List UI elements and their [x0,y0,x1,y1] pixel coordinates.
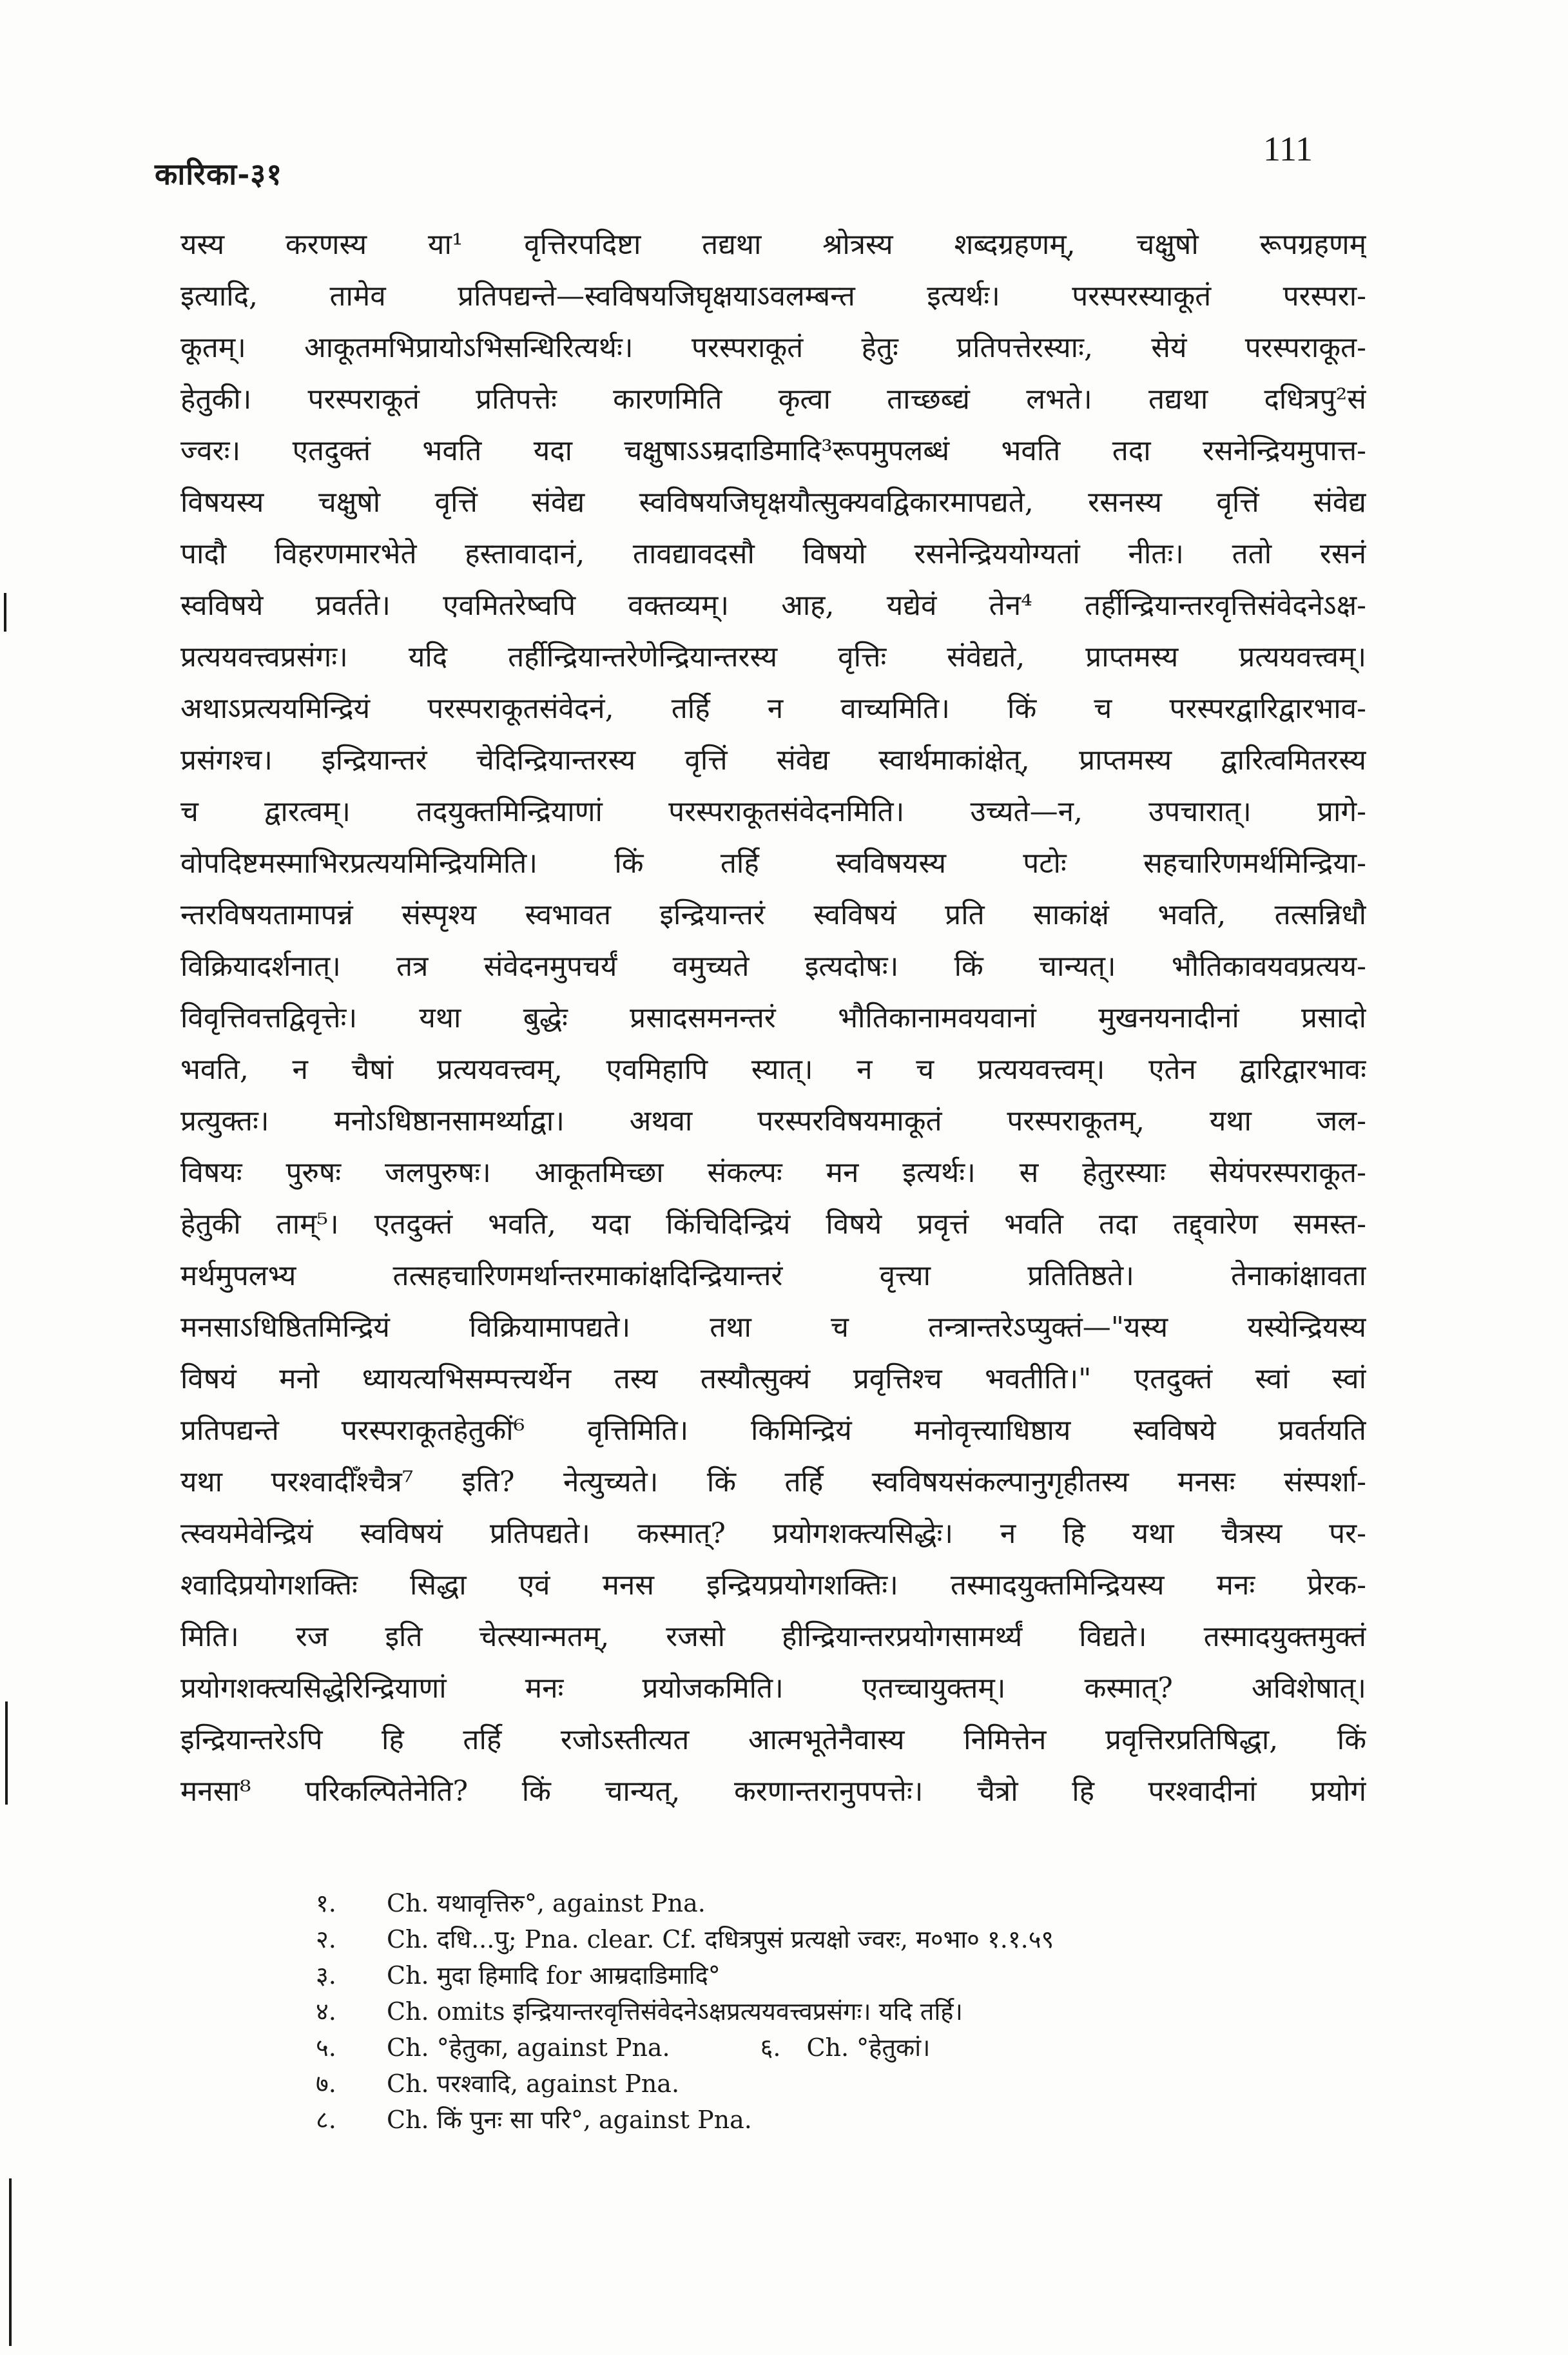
footnote-text: Ch. °हेतुका, against Pna. [387,2033,670,2062]
text-line: इत्यादि, तामेव प्रतिपद्यन्ते—स्वविषयजिघृक्षयाऽवलम्बन्त इत्यर्थः। परस्परस्याकूतं परस्परा- [180,280,1366,313]
page-number: 111 [1263,130,1313,168]
text-line: हेतुकी। परस्पराकूतं प्रतिपत्तेः कारणमिति कृत्वा ताच्छब्द्यं लभते। तद्यथा दधित्रपु²सं [180,383,1366,416]
footnote-text: Ch. किं पुनः सा परि°, against Pna. [387,2106,752,2134]
footnote-text: Ch. दधि...पु; Pna. clear. Cf. दधित्रपुसं प्रत्यक्षो ज्वरः, म०भा० १.१.५९ [387,1925,1054,1953]
left-scan-edge-mark [4,593,6,632]
text-line: त्स्वयमेवेन्द्रियं स्वविषयं प्रतिपद्यते। कस्मात्? प्रयोगशक्त्यसिद्धेः। न हि यथा चैत्रस्य पर- [180,1517,1366,1550]
footnote-number: ८. [316,2106,336,2134]
footnote-number: ४. [316,1997,336,2026]
text-line: यस्य करणस्य या¹ वृत्तिरपदिष्टा तद्यथा श्रोत्रस्य शब्दग्रहणम्, चक्षुषो रूपग्रहणम् [180,228,1366,261]
text-line: मनसाऽधिष्ठितमिन्द्रियं विक्रियामापद्यते। तथा च तन्त्रान्तरेऽप्युक्तं—"यस्य यस्येन्द्रियस्य [180,1311,1366,1344]
footnote-number: ७. [316,2069,336,2098]
running-head: कारिका-३१ [155,157,283,191]
text-line: न्तरविषयतामापन्नं संस्पृश्य स्वभावत इन्द्रियान्तरं स्वविषयं प्रति साकांक्षं भवति, तत्सन्निधौ [180,898,1366,931]
footnote-text: Ch. परश्वादि, against Pna. [387,2069,680,2098]
text-line: प्रयोगशक्त्यसिद्धेरिन्द्रियाणां मनः प्रयोजकमिति। एतच्चायुक्तम्। कस्मात्? अविशेषात्। [180,1672,1366,1705]
text-line: स्वविषये प्रवर्तते। एवमितरेष्वपि वक्तव्यम्। आह, यद्येवं तेन⁴ तर्हीन्द्रियान्तरवृत्तिसंवेदनेऽक्ष- [180,589,1366,622]
text-line: प्रत्ययवत्त्वप्रसंगः। यदि तर्हीन्द्रियान्तरेणेन्द्रियान्तरस्य वृत्तिः संवेद्यते, प्राप्तमस्य प्रत्ययवत्त्वम्। [180,641,1366,674]
footnotes [316,1885,1360,2138]
text-line: ज्वरः। एतदुक्तं भवति यदा चक्षुषाऽऽम्रदाडिमादि³रूपमुपलब्धं भवति तदा रसनेन्द्रियमुपात्त- [180,434,1366,467]
footnote-text: Ch. मुदा हिमादि for आम्रदाडिमादि° [387,1961,721,1990]
text-line: अथाऽप्रत्ययमिन्द्रियं परस्पराकूतसंवेदनं, तर्हि न वाच्यमिति। किं च परस्परद्वारिद्वारभाव- [180,692,1366,725]
footnote [316,2066,1360,2102]
text-line: यथा परश्वादीँश्चैत्र⁷ इति? नेत्युच्यते। किं तर्हि स्वविषयसंकल्पानुगृहीतस्य मनसः संस्पर्शा- [180,1466,1366,1498]
text-line: वोपदिष्टमस्माभिरप्रत्ययमिन्द्रियमिति। किं तर्हि स्वविषयस्य पटोः सहचारिणमर्थमिन्द्रिया- [180,847,1366,880]
footnote-number: ५. [316,2033,336,2062]
text-line: इन्द्रियान्तरेऽपि हि तर्हि रजोऽस्तीत्यत आत्मभूतेनैवास्य निमित्तेन प्रवृत्तिरप्रतिषिद्धा, किं [180,1723,1366,1756]
footnote [316,1921,1360,1957]
body-text [180,219,1366,1817]
text-line: मनसा⁸ परिकल्पितेनेति? किं चान्यत्, करणान्तरानुपपत्तेः। चैत्रो हि परश्वादीनां प्रयोगं [180,1775,1366,1808]
footnote [316,1885,1360,1921]
footnote-text: Ch. °हेतुकां। [806,2033,931,2062]
text-line: पादौ विहरणमारभेते हस्तावादानं, तावद्यावदसौ विषयो रसनेन्द्रिययोग्यतां नीतः। ततो रसनं [180,538,1366,570]
text-line: विषयं मनो ध्यायत्यभिसम्पत्त्यर्थेन तस्य तस्यौत्सुक्यं प्रवृत्तिश्च भवतीति।" एतदुक्तं स्वां स्वां [180,1362,1366,1395]
text-line: प्रत्युक्तः। मनोऽधिष्ठानसामर्थ्याद्वा। अथवा परस्परविषयमाकूतं परस्पराकूतम्, यथा जल- [180,1105,1366,1138]
footnote-number: १. [316,1889,336,1917]
text-line: विक्रियादर्शनात्। तत्र संवेदनमुपचर्यं वमुच्यते इत्यदोषः। किं चान्यत्। भौतिकावयवप्रत्यय- [180,950,1366,983]
text-line: श्वादिप्रयोगशक्तिः सिद्धा एवं मनस इन्द्रियप्रयोगशक्तिः। तस्मादयुक्तमिन्द्रियस्य मनः प्रेरक- [180,1569,1366,1602]
text-line: हेतुकी ताम्⁵। एतदुक्तं भवति, यदा किंचिदिन्द्रियं विषये प्रवृत्तं भवति तदा तद्द्वारेण समस्त- [180,1208,1366,1241]
text-line: प्रतिपद्यन्ते परस्पराकूतहेतुकीं⁶ वृत्तिमिति। किमिन्द्रियं मनोवृत्त्याधिष्ठाय स्वविषये प्रवर्तयति [180,1414,1366,1447]
footnote-text: Ch. omits इन्द्रियान्तरवृत्तिसंवेदनेऽक्षप्रत्ययवत्त्वप्रसंगः। यदि तर्हि। [387,1997,963,2026]
text-line: मिति। रज इति चेत्स्यान्मतम्, रजसो हीन्द्रियान्तरप्रयोगसामर्थ्यं विद्यते। तस्मादयुक्तमुक्तं [180,1620,1366,1653]
footnote [316,1993,1360,2030]
footnote-number: ३. [316,1961,336,1990]
text-line: कूतम्। आकूतमभिप्रायोऽभिसन्धिरित्यर्थः। परस्पराकूतं हेतुः प्रतिपत्तेरस्याः, सेयं परस्पराकूत- [180,331,1366,364]
footnote [316,2030,1360,2066]
footnote-number: ६. [760,2033,781,2062]
text-line: च द्वारत्वम्। तदयुक्तमिन्द्रियाणां परस्पराकूतसंवेदनमिति। उच्यते—न, उपचारात्। प्रागे- [180,795,1366,828]
text-line: विषयस्य चक्षुषो वृत्तिं संवेद्य स्वविषयजिघृक्षयौत्सुक्यवद्विकारमापद्यते, रसनस्य वृत्तिं संवेद्य [180,486,1366,519]
footnote-text: Ch. यथावृत्तिरु°, against Pna. [387,1889,706,1917]
text-line: प्रसंगश्च। इन्द्रियान्तरं चेदिन्द्रियान्तरस्य वृत्तिं संवेद्य स्वार्थमाकांक्षेत्, प्राप्तमस्य द्वारित्वमितरस्य [180,744,1366,777]
text-line: मर्थमुपलभ्य तत्सहचारिणमर्थान्तरमाकांक्षदिन्द्रियान्तरं वृत्त्या प्रतितिष्ठते। तेनाकांक्षावता [180,1259,1366,1292]
text-line: भवति, न चैषां प्रत्ययवत्त्वम्, एवमिहापि स्यात्। न च प्रत्ययवत्त्वम्। एतेन द्वारिद्वारभावः [180,1053,1366,1086]
text-line: विषयः पुरुषः जलपुरुषः। आकूतमिच्छा संकल्पः मन इत्यर्थः। स हेतुरस्याः सेयंपरस्पराकूत- [180,1156,1366,1189]
left-scan-edge-mark [9,2178,12,2346]
left-scan-edge-mark [5,1701,8,1805]
footnote [316,2102,1360,2138]
footnote [316,1957,1360,1993]
text-line: विवृत्तिवत्तद्विवृत्तेः। यथा बुद्धेः प्रसादसमनन्तरं भौतिकानामवयवानां मुखनयनादीनां प्रसादो [180,1002,1366,1034]
footnote-number: २. [316,1925,336,1953]
